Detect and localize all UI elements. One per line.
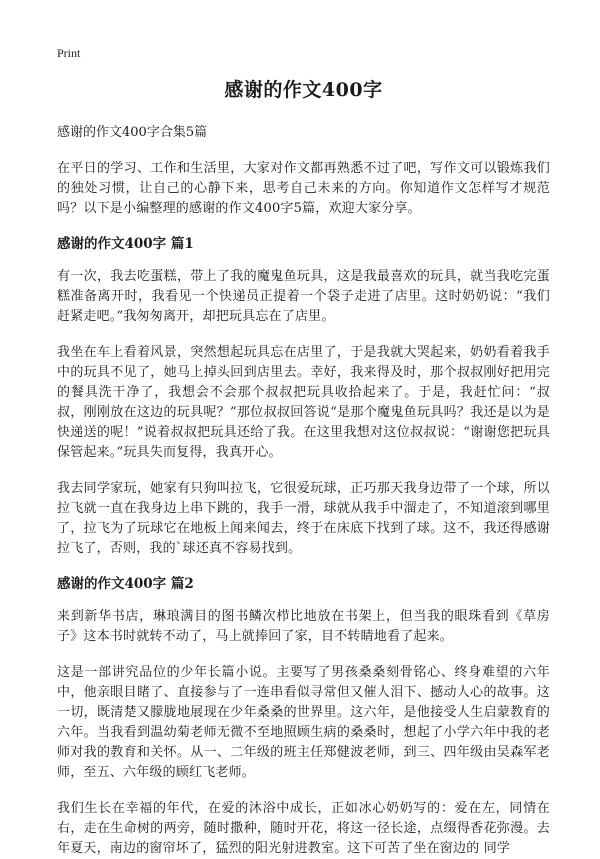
section1-paragraph-2: 我坐在车上看着风景，突然想起玩具忘在店里了，于是我就大哭起来，奶奶看着我手中的玩具不见了，她马上掉头回到店里去。幸好，我来得及时，那个叔叔刚好把用完的餐具洗干净了，我想会不会那个叔叔把玩具收拾起来了。于是，我赶忙问：“叔叔，刚刚放在这边的玩具呢？”那位叔叔回答说“是那个魔鬼鱼玩具吗？我还是以为是快递送的呢！”说着叔叔把玩具还给了我。在这里我想对这位叔叔说：“谢谢您把玩具保管起来。”玩具失而复得，我真开心。 xyxy=(57,345,550,460)
section1-paragraph-1: 有一次，我去吃蛋糕，带上了我的魔鬼鱼玩具，这是我最喜欢的玩具，就当我吃完蛋糕准备离开时，我看见一个快递员正提着一个袋子走进了店里。这时奶奶说：“我们赶紧走吧。”我匆匆离开，却把玩具忘在了店里。 xyxy=(57,269,550,324)
section2-paragraph-3: 我们生长在幸福的年代，在爱的沐浴中成长，正如冰心奶奶写的：爱在左，同情在右，走在生命树的两旁，随时撒种，随时开花，将这一径长途，点缀得香花弥漫。去年夏天，南边的窗帘坏了，猛烈的阳光射进教室。这下可苦了坐在窗边的 同学 xyxy=(57,801,550,856)
section-heading-2: 感谢的作文400字 篇2 xyxy=(57,576,194,592)
page-title: 感谢的作文400字 xyxy=(224,79,383,101)
section1-paragraph-3: 我去同学家玩，她家有只狗叫拉飞，它很爱玩球，正巧那天我身边带了一个球，所以拉飞就一直在我身边上串下跳的，我手一滑，球就从我手中溜走了，不知道滚到哪里了，拉飞为了玩球它在地板上闻来闻去，终于在床底下找到了球。这不，我还得感谢拉飞了，否则，我的`球还真不容易找到。 xyxy=(57,481,550,556)
document-subtitle: 感谢的作文400字合集5篇 xyxy=(57,125,208,140)
intro-paragraph: 在平日的学习、工作和生活里，大家对作文都再熟悉不过了吧，写作文可以锻炼我们的独处习惯，让自己的心静下来，思考自己未来的方向。你知道作文怎样写才规范吗？以下是小编整理的感谢的作文400字5篇，欢迎大家分享。 xyxy=(57,161,550,216)
section2-paragraph-1: 来到新华书店，琳琅满目的图书鳞次栉比地放在书架上，但当我的眼珠看到《草房子》这本书时就转不动了，马上就捧回了家，目不转睛地看了起来。 xyxy=(57,609,550,644)
section2-paragraph-2: 这是一部讲究品位的少年长篇小说。主要写了男孩桑桑刻骨铭心、终身难望的六年中，他亲眼目睹了、直接参与了一连串看似寻常但又催人泪下、撼动人心的故事。这一切，既清楚又朦胧地展现在少年桑桑的世界里。这六年，是他接受人生启蒙教育的六年。当我看到温幼菊老师无微不至地照顾生病的桑桑时，想起了小学六年中我的老师对我的教育和关怀。从一、二年级的班主任郑健波老师，到三、四年级由吴森军老师，至五、六年级的顾红飞老师。 xyxy=(57,665,550,780)
print-link[interactable]: Print xyxy=(57,46,81,60)
section-heading-1: 感谢的作文400字 篇1 xyxy=(57,236,194,252)
